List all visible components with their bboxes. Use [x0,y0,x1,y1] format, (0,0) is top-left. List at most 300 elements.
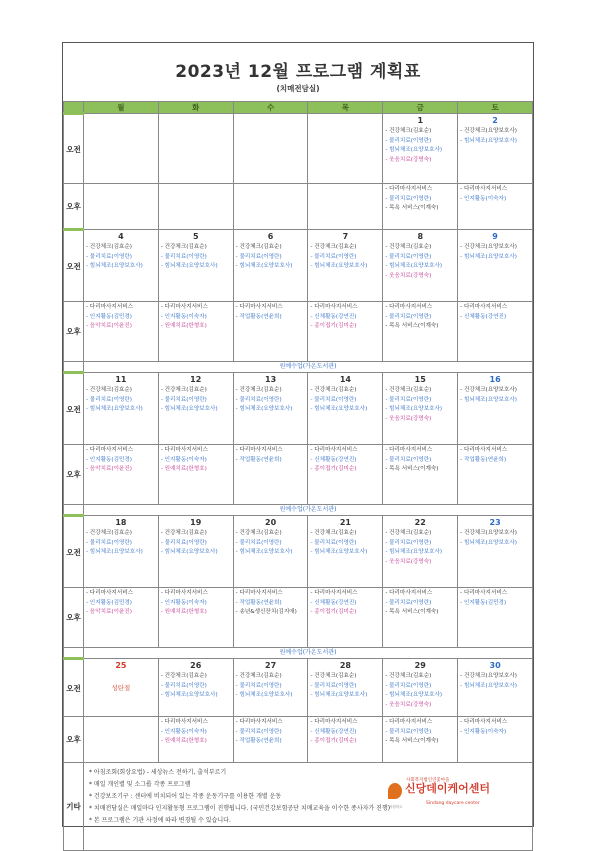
bullet-dash: - [310,719,315,725]
bullet-dash: - [235,673,240,679]
week-4-pm-row [64,588,533,648]
program-item [86,243,156,253]
program-item [460,446,530,456]
schedule-cell [383,373,458,445]
program-item [161,589,231,599]
bullet-dash: - [385,701,390,708]
program-item [86,313,156,323]
program-item-text: 물리치료(이영란) [164,396,207,403]
date-number: 28 [339,661,351,670]
program-item-text: 힘뇌체조(요양보호사) [89,406,143,413]
program-item [310,548,380,558]
bullet-dash: - [460,539,464,546]
program-item-text: 건강체크(김효순) [239,530,282,536]
program-item [385,446,455,456]
bullet-dash: - [460,396,464,403]
program-item [236,303,306,313]
logo-city: 지원하고 [389,805,403,809]
bullet-dash: - [310,263,315,270]
schedule-cell [158,114,233,184]
program-item-text: 원예치료(한형호) [164,323,207,330]
bullet-dash: - [385,530,390,536]
program-item [236,737,306,747]
program-item [385,737,455,747]
bullet-dash: - [235,396,240,403]
bullet-dash: - [385,673,390,679]
week-3-band-row [64,505,533,516]
program-item [310,672,380,682]
week-5-am-row [64,659,533,717]
program-item-text: 건강체크(김효순) [239,387,282,393]
bullet-dash: - [160,682,165,689]
program-item [236,386,306,396]
bullet-dash: - [385,590,390,596]
program-item-text: 음악치료(이윤진) [89,609,132,616]
schedule-cell [383,717,458,763]
program-item [310,608,380,618]
program-item-text: 힘뇌체조(요양보호사) [463,137,517,144]
note-line: * 매일 개인별 및 소그룹 각종 프로그램 [89,781,191,788]
program-item [161,303,231,313]
bullet-dash: - [385,549,390,556]
program-item-text: 다리마사지서비스 [314,719,358,725]
band-label-cell [64,362,84,373]
program-item [236,313,306,323]
date-number: 21 [339,518,351,527]
program-item-text: 물리치료(이영란) [239,728,282,735]
bullet-dash: - [460,590,464,596]
program-item [86,456,156,466]
bullet-dash: - [460,728,464,735]
schedule-cell [458,184,533,230]
program-item [460,127,530,137]
slot-label-am: 오전 [64,230,84,302]
schedule-cell [233,373,308,445]
day-header-tue: 화 [158,102,233,114]
program-item [385,456,455,466]
bullet-dash: - [310,673,315,679]
date-number: 9 [492,232,498,241]
program-item [86,386,156,396]
program-item [310,386,380,396]
bullet-dash: - [385,728,390,735]
bullet-dash: - [160,609,165,616]
bullet-dash: - [160,447,165,453]
bullet-dash: - [460,253,464,260]
program-item [236,243,306,253]
schedule-cell [383,516,458,588]
program-item [161,608,231,618]
program-item-text: 음악치료(이윤진) [89,466,132,473]
program-item [460,456,530,466]
schedule-cell [158,516,233,588]
program-item [236,396,306,406]
program-item [236,589,306,599]
bullet-dash: - [460,128,464,134]
program-item-text: 다리마사지서비스 [463,186,508,192]
program-item [161,465,231,475]
logo-sub: Sindang daycare center [426,801,480,806]
program-item [161,243,231,253]
program-item-text: 종이접기(김미순) [314,466,357,473]
schedule-cell [308,717,383,763]
program-item-text: 다리마사지서비스 [239,719,283,725]
schedule-table [63,101,533,851]
program-item [460,682,530,692]
bullet-dash: - [385,387,390,393]
program-item-text: 인지활동(이숙자) [164,599,207,606]
schedule-cell [84,659,159,717]
bullet-dash: - [460,387,464,393]
bullet-dash: - [86,253,90,260]
bullet-dash: - [160,539,165,546]
bullet-dash: - [160,244,165,250]
program-item [236,548,306,558]
program-item-text: 건강체크(김효순) [389,244,432,250]
program-item-text: 물리치료(이영란) [314,682,357,689]
program-item-text: 물리치료(이영란) [314,539,357,546]
program-item [385,146,455,156]
bullet-dash: - [160,590,165,596]
program-item-text: 인지활동(김민경) [89,599,132,606]
program-item [161,262,231,272]
program-item [385,701,455,711]
bullet-dash: - [235,719,240,725]
bullet-dash: - [385,323,390,330]
program-item-text: 다리마사지서비스 [314,304,358,310]
program-item [310,691,380,701]
program-item-text: 물리치료(이영란) [314,396,357,403]
schedule-cell [308,659,383,717]
bullet-dash: - [460,673,464,679]
bullet-dash: - [235,539,240,546]
program-item-text: 힘뇌체조(요양보호사) [314,406,368,413]
program-item [86,405,156,415]
program-item [161,405,231,415]
program-item-text: 다리마사지서비스 [164,590,208,596]
program-item-text: 힘뇌체조(요양보호사) [89,549,143,556]
program-item-text: 힘뇌체조(요양보호사) [389,406,443,413]
program-item-text: 건강체크(요양보호사) [463,673,517,679]
logo-org: 사회복지법인연꽃마을 [406,778,450,783]
slot-label-pm: 오후 [64,302,84,362]
program-item [385,672,455,682]
bullet-dash: - [160,263,165,270]
bullet-dash: - [160,692,165,699]
gardening-band: 원예수업(가온도서관) [84,362,533,373]
program-item [385,386,455,396]
program-item [385,262,455,272]
program-item-text: 작업활동(연윤희) [239,738,282,745]
schedule-cell [308,445,383,505]
program-item [310,253,380,263]
bullet-dash: - [160,728,165,735]
schedule-cell [233,659,308,717]
program-item [86,303,156,313]
program-item-text: 건강체크(요양보호사) [463,244,517,250]
note-line: * 치매전담실은 매일마다 인지활동형 프로그램이 진행됩니다. (국민건강보험공단 치매교육을 이수한 종사자가 진행) [89,805,391,812]
week-3-pm-row [64,445,533,505]
bullet-dash: - [310,599,315,606]
bullet-dash: - [310,682,315,689]
bullet-dash: - [86,609,90,616]
bullet-dash: - [86,539,90,546]
program-item-text: 힘뇌체조(요양보호사) [89,263,143,270]
week-1-pm-row [64,184,533,230]
bullet-dash: - [310,313,315,320]
date-number: 27 [265,661,277,670]
date-number: 23 [489,518,501,527]
bullet-dash: - [385,195,390,202]
program-item [310,446,380,456]
date-number: 2 [492,116,498,125]
bullet-dash: - [385,147,390,154]
notes-cell [84,763,533,851]
logo-mark-icon [388,783,402,799]
schedule-cell [383,114,458,184]
program-item [236,672,306,682]
program-item-text: 원예치료(한형호) [164,466,207,473]
program-item [385,548,455,558]
program-item [161,529,231,539]
program-item-text: 물리치료(이영란) [164,539,207,546]
schedule-cell [458,302,533,362]
program-item [460,137,530,147]
bullet-dash: - [310,304,315,310]
bullet-dash: - [385,253,390,260]
schedule-cell [308,588,383,648]
band-label-cell [64,648,84,659]
program-item-text: 건강체크(김효순) [164,530,207,536]
program-item [86,322,156,332]
program-item-text: 힘뇌체조(요양보호사) [389,549,443,556]
program-item-text: 힘뇌체조(요양보호사) [314,549,368,556]
program-item [385,728,455,738]
program-item [385,137,455,147]
schedule-cell [158,373,233,445]
bullet-dash: - [310,530,315,536]
bullet-dash: - [460,195,464,202]
program-item-text: 물리치료(이영란) [389,539,432,546]
notes-row [64,763,533,851]
date-number: 20 [265,518,277,527]
program-item-text: 건강체크(김효순) [389,673,432,679]
schedule-cell [308,114,383,184]
program-item [460,195,530,205]
program-item-text: 건강체크(김효순) [89,387,132,393]
program-item [310,396,380,406]
program-item [460,539,530,549]
date-number: 4 [118,232,124,241]
program-item-text: 물리치료(이영란) [239,396,282,403]
program-item [385,156,455,166]
schedule-cell [458,717,533,763]
schedule-cell [84,302,159,362]
notes-label: 기타 [64,763,84,851]
bullet-dash: - [160,396,165,403]
bullet-dash: - [86,530,90,536]
program-item [385,243,455,253]
bullet-dash: - [235,692,240,699]
schedule-cell [233,302,308,362]
program-item-text: 웃음치료(강명숙) [389,701,432,708]
program-item-text: 물리치료(이영란) [164,253,207,260]
schedule-cell [158,230,233,302]
date-number: 5 [192,232,199,241]
program-item-text: 건강체크(김효순) [164,387,207,393]
bullet-dash: - [460,137,464,144]
bullet-dash: - [310,456,315,463]
date-number: 16 [489,375,501,384]
bullet-dash: - [385,128,390,134]
bullet-dash: - [235,406,240,413]
program-item-text: 물리치료(이영란) [389,456,432,463]
program-item-text: 힘뇌체조(요양보호사) [463,682,517,689]
program-item [460,672,530,682]
program-item-text: 목욕 서비스(이계숙) [389,609,439,616]
program-item [161,253,231,263]
program-item-text: 물리치료(이영란) [389,195,432,202]
program-item-text: 다리마사지서비스 [389,186,433,192]
program-item [161,456,231,466]
bullet-dash: - [385,272,390,279]
program-item-text: 물리치료(이영란) [239,539,282,546]
bullet-dash: - [86,304,90,310]
schedule-cell [383,302,458,362]
bullet-dash: - [86,263,90,270]
program-item-text: 건강체크(김효순) [89,244,132,250]
schedule-cell [84,114,159,184]
program-item-text: 건강체크(김효순) [389,530,432,536]
schedule-cell [84,373,159,445]
program-item-text: 웃음치료(강명숙) [389,415,432,422]
program-item [236,599,306,609]
day-header-mon: 월 [84,102,159,114]
bullet-dash: - [86,323,90,330]
schedule-cell [383,659,458,717]
bullet-dash: - [385,186,390,192]
program-item [310,303,380,313]
week-2-pm-row [64,302,533,362]
note-line: * 아침조회(회상요법) - 세상뉴스 전하기, 출석부르기 [89,769,227,776]
bullet-dash: - [160,599,165,606]
schedule-cell [158,588,233,648]
bullet-dash: - [86,456,90,463]
program-item [385,599,455,609]
bullet-dash: - [385,205,390,212]
program-item-text: 다리마사지서비스 [463,304,508,310]
date-number: 25 [115,661,127,670]
bullet-dash: - [160,456,165,463]
program-item-text: 건강체크(김효순) [239,244,282,250]
bullet-dash: - [310,323,315,330]
schedule-cell [84,588,159,648]
program-item [385,558,455,568]
bullet-dash: - [160,738,165,745]
bullet-dash: - [235,263,240,270]
program-item-text: 작업활동(연윤희) [239,456,282,463]
bullet-dash: - [235,456,240,463]
program-item [236,682,306,692]
program-item-text: 물리치료(이영란) [239,682,282,689]
bullet-dash: - [460,304,464,310]
program-item [161,386,231,396]
program-item [86,262,156,272]
program-item [460,718,530,728]
program-item [86,548,156,558]
program-item-text: 작업활동(연윤희) [463,456,507,463]
program-item [385,253,455,263]
schedule-cell [458,659,533,717]
bullet-dash: - [310,738,315,745]
program-item-text: 건강체크(김효순) [389,387,432,393]
program-item-text: 힘뇌체조(요양보호사) [164,692,218,699]
slot-label-am: 오전 [64,114,84,184]
program-item [236,608,306,618]
schedule-cell [233,230,308,302]
week-3-am-row [64,373,533,445]
bullet-dash: - [235,244,240,250]
program-item [161,313,231,323]
program-item-text: 목욕 서비스(이계숙) [389,205,439,212]
schedule-cell [383,588,458,648]
schedule-body [64,114,533,763]
header-corner [64,102,84,114]
program-item-text: 다리마사지서비스 [89,304,134,310]
bullet-dash: - [160,323,165,330]
program-item [385,405,455,415]
schedule-sheet [62,42,534,827]
day-header-fri: 금 [383,102,458,114]
program-item [310,682,380,692]
bullet-dash: - [86,244,90,250]
program-item-text: 물리치료(이영란) [89,253,132,260]
program-item [385,529,455,539]
program-item [236,539,306,549]
program-item [310,589,380,599]
program-item [460,589,530,599]
program-item [161,682,231,692]
program-item [161,728,231,738]
program-item [236,718,306,728]
program-item [385,127,455,137]
note-line: * 건강보조기구 : 센터에 비치되어 있는 각종 운동기구를 이용한 개별 운동 [89,793,282,800]
schedule-cell [84,184,159,230]
bullet-dash: - [235,728,240,735]
program-item-text: 다리마사지서비스 [389,719,433,725]
bullet-dash: - [385,692,390,699]
program-item [385,396,455,406]
bullet-dash: - [385,539,390,546]
week-1-am-row [64,114,533,184]
schedule-cell [458,114,533,184]
bullet-dash: - [460,186,464,192]
date-number: 15 [414,375,426,384]
day-header-thu: 목 [308,102,383,114]
program-item-text: 다리마사지서비스 [239,447,283,453]
program-item [86,599,156,609]
date-number: 1 [417,116,424,125]
program-item [161,672,231,682]
bullet-dash: - [385,466,390,473]
program-item-text: 다리마사지서비스 [89,447,134,453]
schedule-cell [458,445,533,505]
program-item [236,529,306,539]
date-number: 7 [342,232,349,241]
bullet-dash: - [460,599,464,606]
program-item [236,728,306,738]
bullet-dash: - [385,396,390,403]
